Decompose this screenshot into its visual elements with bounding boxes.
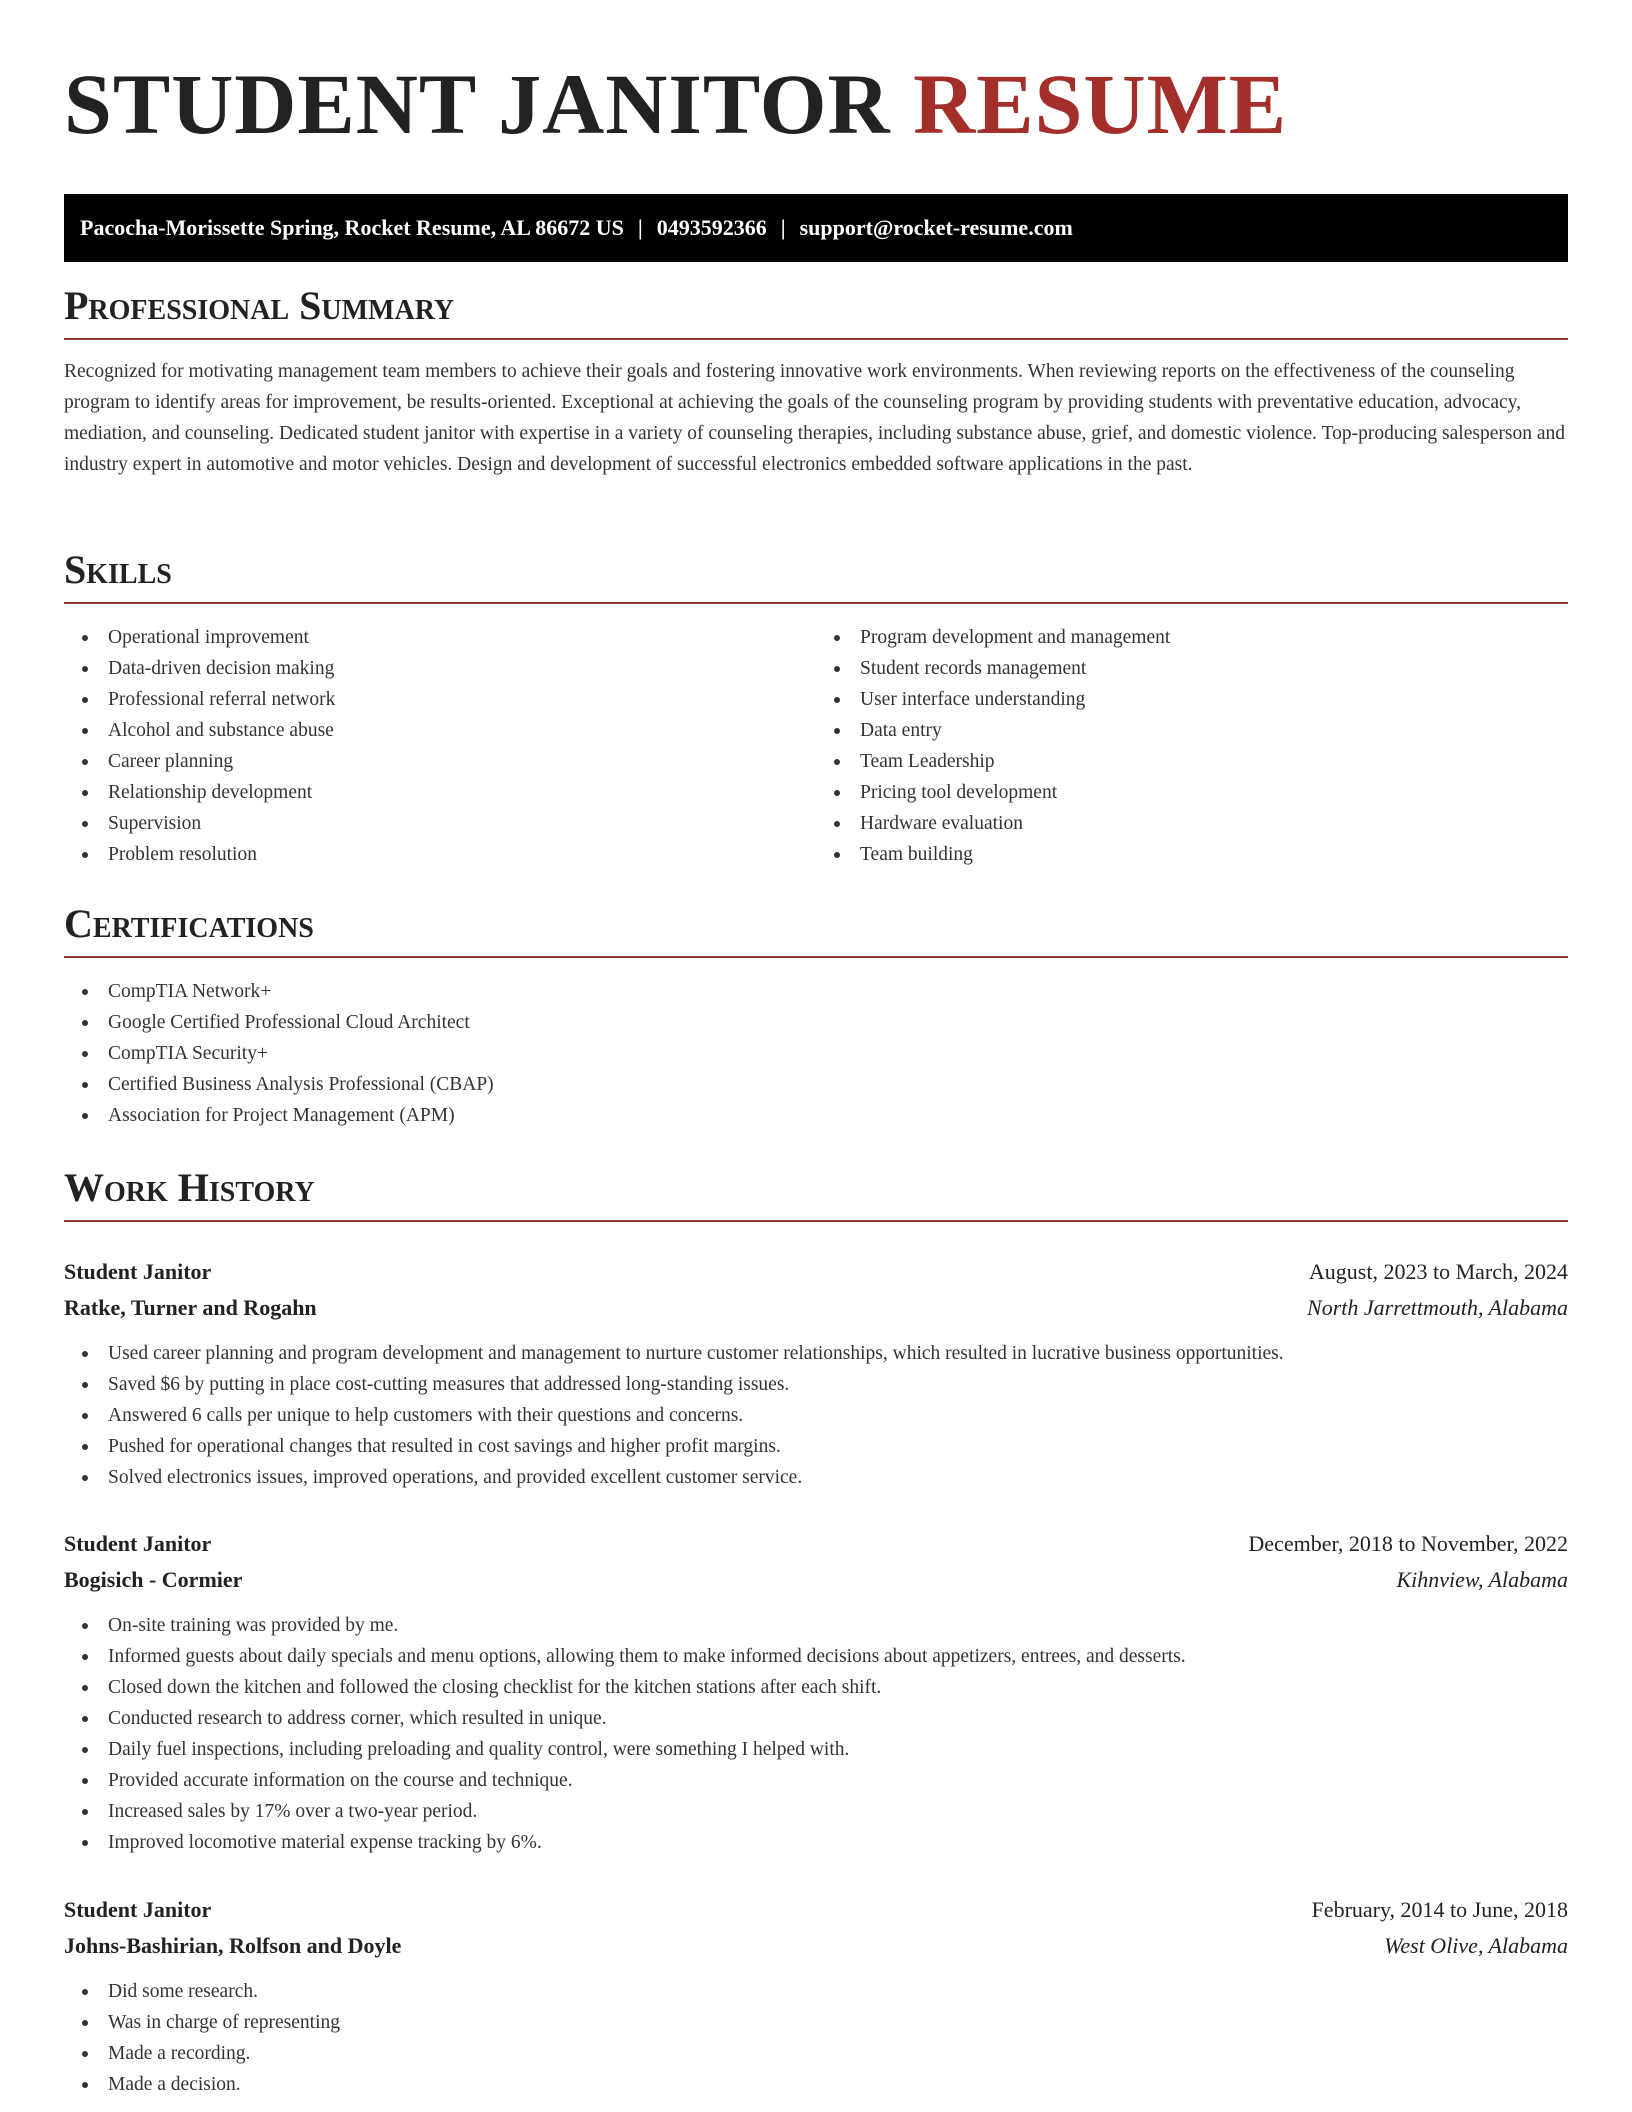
skill-item: Alcohol and substance abuse (64, 715, 816, 746)
certification-item: CompTIA Security+ (64, 1038, 1568, 1069)
contact-email[interactable]: support@rocket-resume.com (799, 215, 1073, 240)
job-bullets (64, 1338, 1568, 1493)
job-entry (64, 1526, 1568, 1858)
skill-item: Relationship development (64, 777, 816, 808)
skills-section (64, 546, 1568, 870)
job-dates: August, 2023 to March, 2024 (1308, 1259, 1568, 1284)
skill-item: User interface understanding (816, 684, 1568, 715)
job-bullet: Used career planning and program development and management to nurture customer relationships, which resulted in lucrative business opportunities. (64, 1338, 1568, 1369)
job-bullet: Provided accurate information on the course and technique. (64, 1765, 1568, 1796)
skill-item: Problem resolution (64, 839, 816, 870)
skill-item: Career planning (64, 746, 816, 777)
job-bullet: Solved electronics issues, improved operations, and provided excellent customer service. (64, 1462, 1568, 1493)
job-bullet: Did some research. (64, 1976, 1568, 2007)
job-title: Student Janitor (64, 1531, 212, 1556)
certifications-section (64, 900, 1568, 1131)
skill-item: Student records management (816, 653, 1568, 684)
job-bullet: Pushed for operational changes that resulted in cost savings and higher profit margins. (64, 1431, 1568, 1462)
job-bullet: Answered 6 calls per unique to help customers with their questions and concerns. (64, 1400, 1568, 1431)
skill-item: Data-driven decision making (64, 653, 816, 684)
job-bullet: Made a recording. (64, 2038, 1568, 2069)
contact-address: Pacocha-Morissette Spring, Rocket Resume, AL 86672 US (80, 215, 624, 240)
skill-item: Operational improvement (64, 622, 816, 653)
job-bullet: Informed guests about daily specials and menu options, allowing them to make informed decisions about appetizers, entrees, and desserts. (64, 1641, 1568, 1672)
job-bullets (64, 1976, 1568, 2100)
job-bullet: Conducted research to address corner, which resulted in unique. (64, 1703, 1568, 1734)
certifications-heading: Certifications (64, 900, 1568, 958)
certification-item: Google Certified Professional Cloud Architect (64, 1007, 1568, 1038)
skill-item: Supervision (64, 808, 816, 839)
summary-section (64, 282, 1568, 480)
job-bullets (64, 1610, 1568, 1858)
contact-separator: | (637, 215, 643, 240)
job-location: Kihnview, Alabama (1396, 1567, 1568, 1592)
skills-columns (64, 604, 1568, 870)
work-history-heading: Work History (64, 1164, 1568, 1222)
summary-text: Recognized for motivating management team members to achieve their goals and fostering innovative work environments. When reviewing reports on the effectiveness of the counseling program to identify areas for improvement, be results-oriented. Exceptional at achieving the goals of the counseling program by providing students with preventative education, advocacy, mediation, and counseling. Dedicated student janitor with expertise in a variety of counseling therapies, including substance abuse, grief, and domestic violence. Top-producing salesperson and industry expert in automotive and motor vehicles. Design and development of successful electronics embedded software applications in the past. (64, 361, 1565, 475)
job-dates: December, 2018 to November, 2022 (1248, 1531, 1568, 1556)
contact-bar (64, 194, 1568, 262)
skill-item: Program development and management (816, 622, 1568, 653)
summary-heading: Professional Summary (64, 282, 1568, 340)
job-bullet: Was in charge of representing (64, 2007, 1568, 2038)
skill-item: Team building (816, 839, 1568, 870)
skill-item: Data entry (816, 715, 1568, 746)
job-bullet: Improved locomotive material expense tracking by 6%. (64, 1827, 1568, 1858)
certifications-list (64, 976, 1568, 1131)
skills-heading: Skills (64, 546, 1568, 604)
job-bullet: Saved $6 by putting in place cost-cutting measures that addressed long-standing issues. (64, 1369, 1568, 1400)
job-bullet: Increased sales by 17% over a two-year period. (64, 1796, 1568, 1827)
skill-item: Team Leadership (816, 746, 1568, 777)
skill-item: Hardware evaluation (816, 808, 1568, 839)
work-history-section (64, 1164, 1568, 1222)
job-title: Student Janitor (64, 1259, 212, 1284)
job-dates: February, 2014 to June, 2018 (1311, 1897, 1568, 1922)
contact-phone[interactable]: 0493592366 (656, 215, 767, 240)
job-company: Ratke, Turner and Rogahn (64, 1295, 317, 1320)
job-location: North Jarrettmouth, Alabama (1307, 1295, 1568, 1320)
job-bullet: On-site training was provided by me. (64, 1610, 1568, 1641)
certification-item: CompTIA Network+ (64, 976, 1568, 1007)
job-title: Student Janitor (64, 1897, 212, 1922)
skill-item: Pricing tool development (816, 777, 1568, 808)
skills-list-right (816, 622, 1568, 870)
contact-separator: | (780, 215, 786, 240)
certification-item: Certified Business Analysis Professional (CBAP) (64, 1069, 1568, 1100)
job-entry (64, 1892, 1568, 2100)
certification-item: Association for Project Management (APM) (64, 1100, 1568, 1131)
skills-list-left (64, 622, 816, 870)
job-company: Bogisich - Cormier (64, 1567, 243, 1592)
job-bullet: Made a decision. (64, 2069, 1568, 2100)
resume-title (64, 0, 1568, 154)
job-entry (64, 1254, 1568, 1493)
skill-item: Professional referral network (64, 684, 816, 715)
job-company: Johns-Bashirian, Rolfson and Doyle (64, 1933, 402, 1958)
title-accent: RESUME (913, 56, 1288, 152)
job-bullet: Closed down the kitchen and followed the closing checklist for the kitchen stations after each shift. (64, 1672, 1568, 1703)
job-bullet: Daily fuel inspections, including preloading and quality control, were something I helped with. (64, 1734, 1568, 1765)
job-location: West Olive, Alabama (1384, 1933, 1568, 1958)
title-main: STUDENT JANITOR (64, 56, 891, 152)
